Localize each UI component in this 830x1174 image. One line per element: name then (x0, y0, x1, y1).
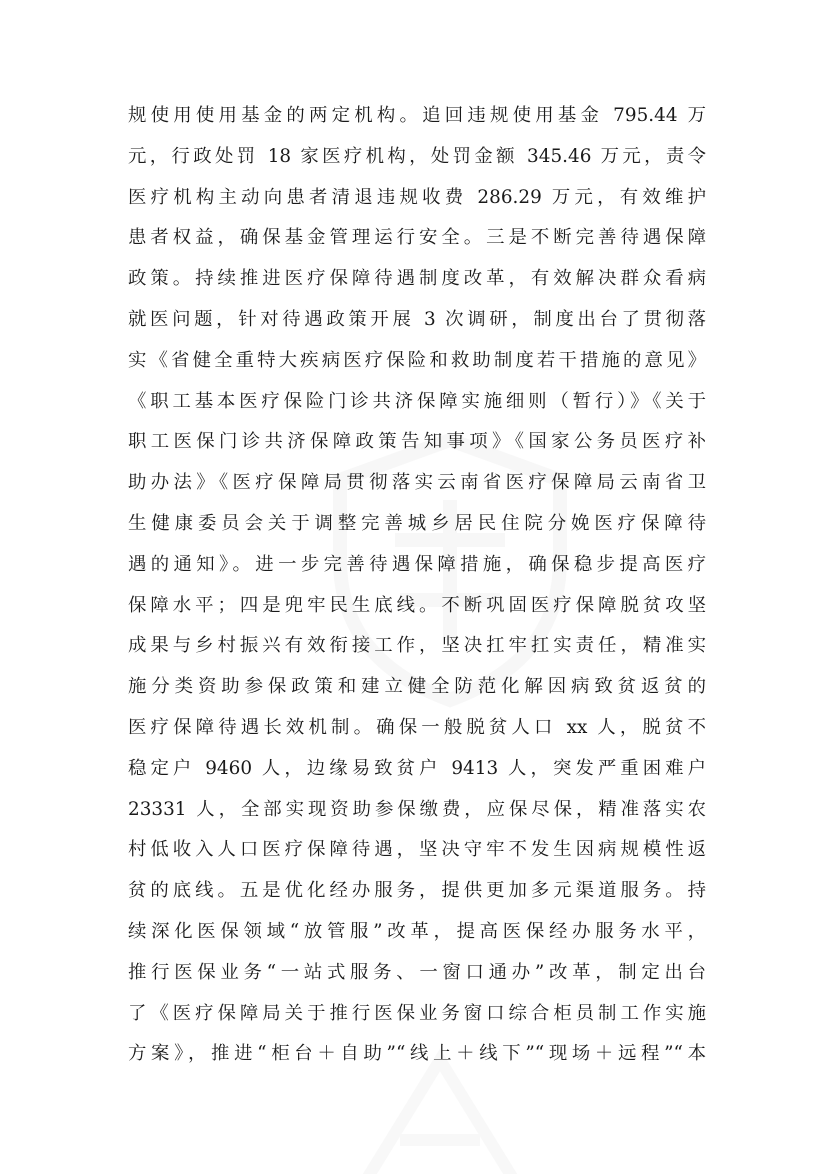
text-line: 医疗保障待遇长效机制。确保一般脱贫人口 xx 人，脱贫不 (128, 716, 706, 738)
text-line: 患者权益，确保基金管理运行安全。三是不断完善待遇保障 (128, 227, 706, 249)
text-line: 保障水平；四是兜牢民生底线。不断巩固医疗保障脱贫攻坚 (128, 594, 706, 616)
text-line: 遇的通知》。进一步完善待遇保障措施，确保稳步提高医疗 (128, 553, 706, 575)
text-line: 就医问题，针对待遇政策开展 3 次调研，制度出台了贯彻落 (128, 308, 706, 330)
text-line: 政策。持续推进医疗保障待遇制度改革，有效解决群众看病 (128, 268, 706, 290)
text-line: 元，行政处罚 18 家医疗机构，处罚金额 345.46 万元，责令 (128, 145, 706, 167)
text-line: 稳定户 9460 人，边缘易致贫户 9413 人，突发严重困难户 (128, 757, 706, 779)
text-line: 方案》，推进“柜台＋自助”“线上＋线下”“现场＋远程”“本 (128, 1043, 706, 1065)
text-line: 助办法》《医疗保障局贯彻落实云南省医疗保障局云南省卫 (128, 472, 706, 494)
text-line: 《职工基本医疗保险门诊共济保障实施细则（暂行）》《关于 (128, 390, 706, 412)
text-line: 生健康委员会关于调整完善城乡居民住院分娩医疗保障待 (128, 512, 706, 534)
text-line: 续深化医保领域“放管服”改革，提高医保经办服务水平， (128, 920, 706, 942)
body-text (128, 96, 706, 1075)
text-line: 了《医疗保障局关于推行医保业务窗口综合柜员制工作实施 (128, 1002, 706, 1024)
text-line: 23331 人，全部实现资助参保缴费，应保尽保，精准落实农 (128, 798, 706, 820)
text-line: 成果与乡村振兴有效衔接工作，坚决扛牢扛实责任，精准实 (128, 635, 706, 657)
text-line: 医疗机构主动向患者清退违规收费 286.29 万元，有效维护 (128, 186, 706, 208)
text-line: 职工医保门诊共济保障政策告知事项》《国家公务员医疗补 (128, 431, 706, 453)
text-line: 村低收入人口医疗保障待遇，坚决守牢不发生因病规模性返 (128, 839, 706, 861)
text-line: 推行医保业务“一站式服务、一窗口通办”改革，制定出台 (128, 961, 706, 983)
text-line: 贫的底线。五是优化经办服务，提供更加多元渠道服务。持 (128, 880, 706, 902)
text-line: 实《省健全重特大疾病医疗保险和救助制度若干措施的意见》 (128, 349, 706, 371)
text-line: 规使用使用基金的两定机构。追回违规使用基金 795.44 万 (128, 105, 706, 126)
text-line: 施分类资助参保政策和建立健全防范化解因病致贫返贫的 (128, 676, 706, 698)
